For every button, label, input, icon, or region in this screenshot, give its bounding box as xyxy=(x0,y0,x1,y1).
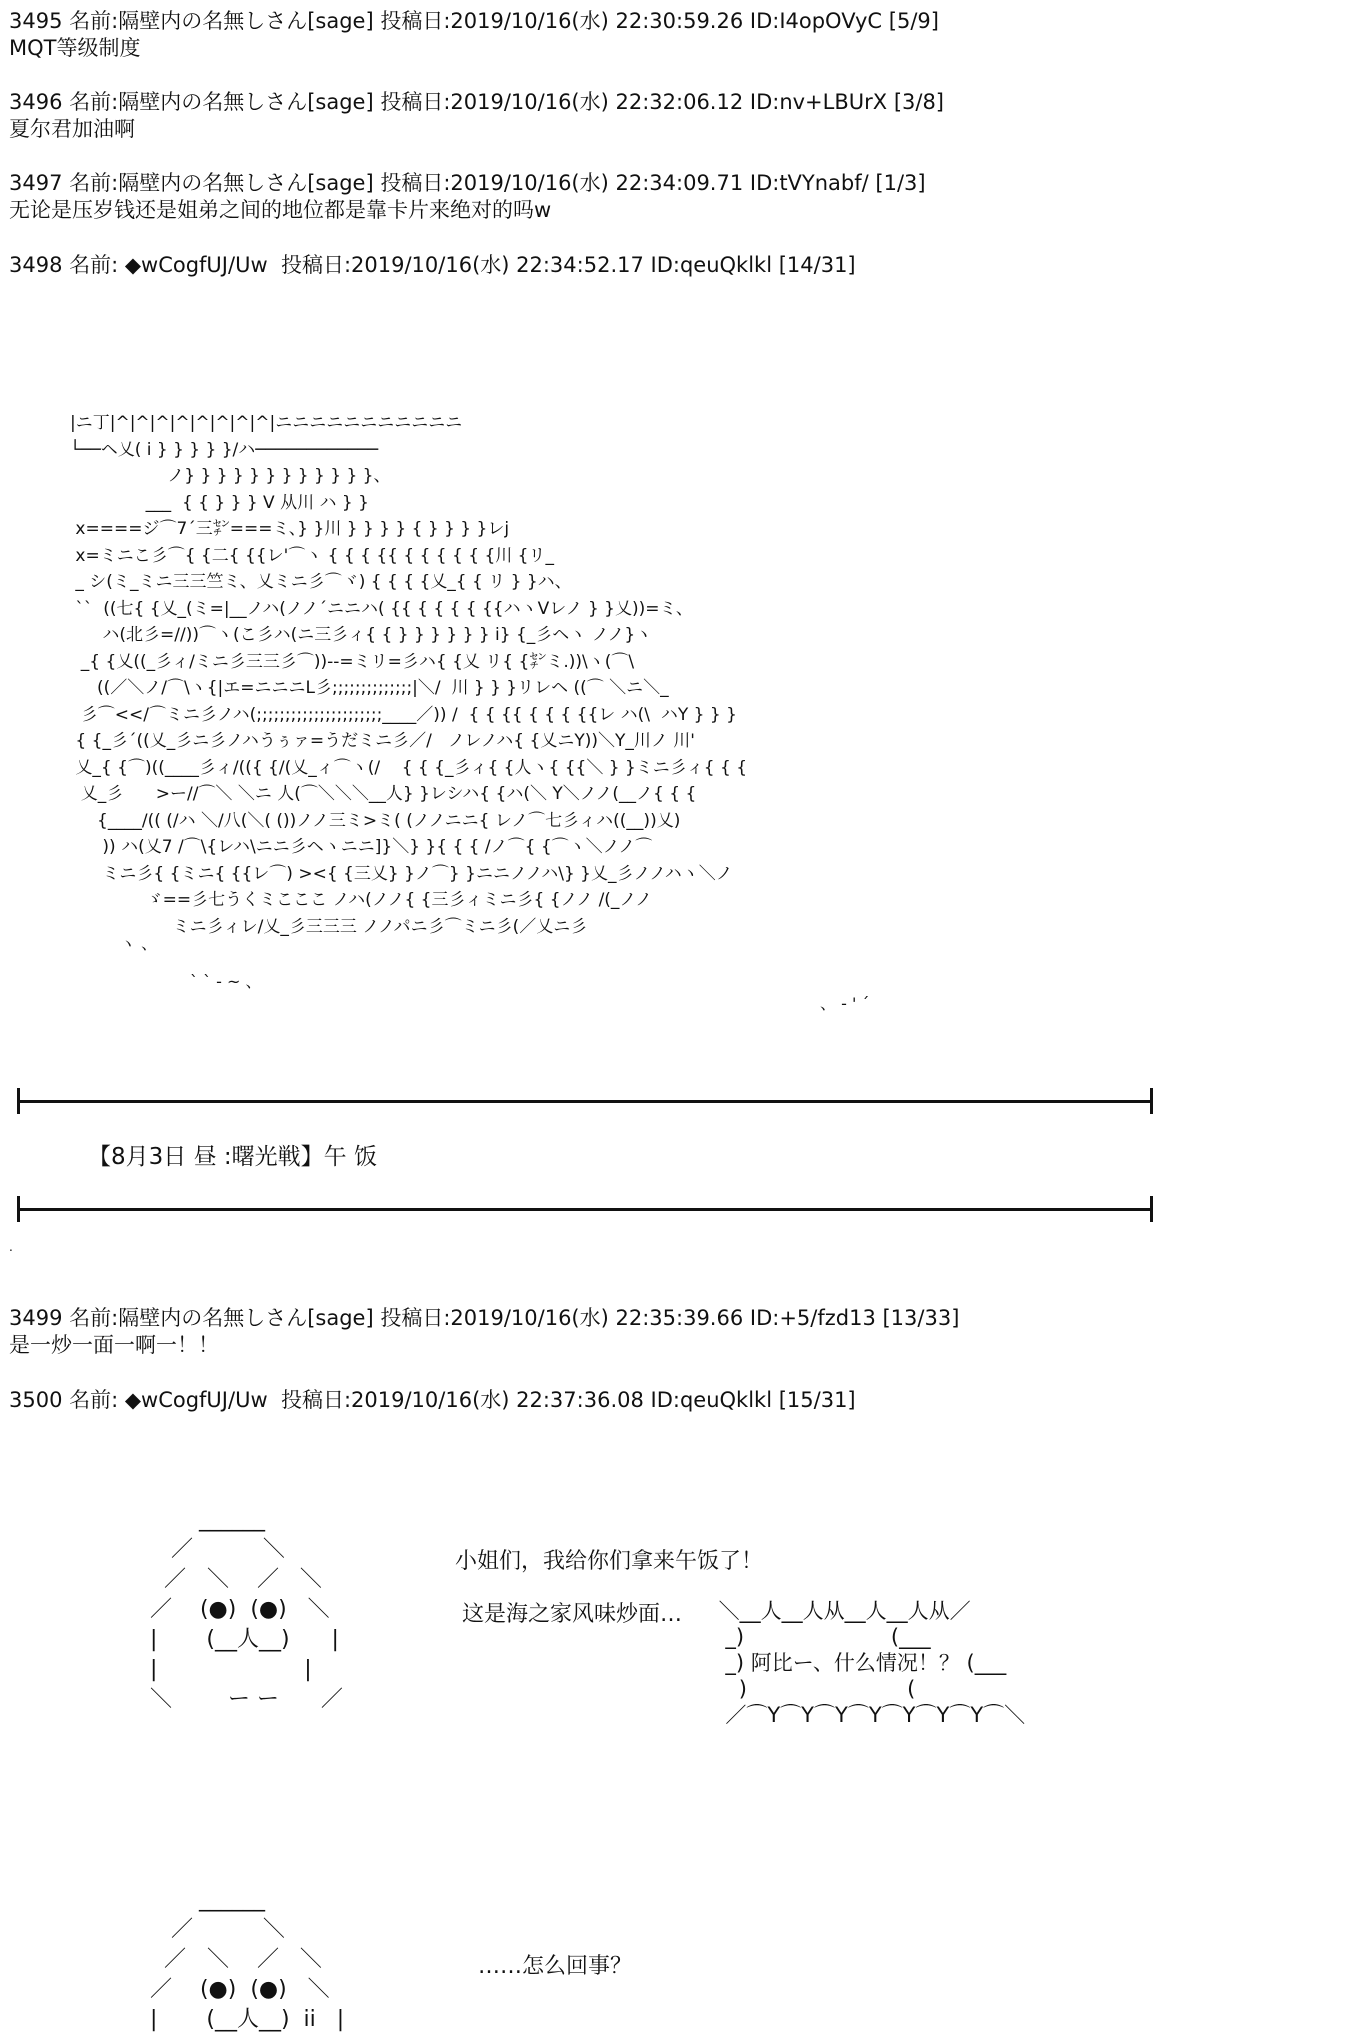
divider-tick xyxy=(17,1088,20,1114)
post-header-3497: 3497 名前:隔壁内の名無しさん[sage] 投稿日:2019/10/16(水) 22:34:09.71 ID:tVYnabf/ [1/3] xyxy=(9,171,926,195)
divider-tick xyxy=(1150,1196,1153,1222)
divider-top xyxy=(18,1100,1152,1103)
post-body-3496: 夏尔君加油啊 xyxy=(9,117,135,141)
shout-bubble: ＼__人__人从__人__人从／ _) (___ _) 阿比ー、什么情况！？ (___ ) ( ／⌒Y⌒Y⌒Y⌒Y⌒Y⌒Y⌒Y⌒＼ xyxy=(718,1599,1026,1727)
post-header-3496: 3496 名前:隔壁内の名無しさん[sage] 投稿日:2019/10/16(水) 22:32:06.12 ID:nv+LBUrX [3/8] xyxy=(9,90,945,114)
speech-line: ……怎么回事？ xyxy=(478,1954,633,1979)
divider-tick xyxy=(17,1196,20,1222)
post-header-3499: 3499 名前:隔壁内の名無しさん[sage] 投稿日:2019/10/16(水) 22:35:39.66 ID:+5/fzd13 [13/33] xyxy=(9,1306,960,1330)
post-header-3500: 3500 名前: ◆wCogfUJ/Uw 投稿日:2019/10/16(水) 22:37:36.08 ID:qeuQklkl [15/31] xyxy=(9,1388,856,1412)
post-header-3495: 3495 名前:隔壁内の名無しさん[sage] 投稿日:2019/10/16(水) 22:30:59.26 ID:I4opOVyC [5/9] xyxy=(9,9,939,33)
castle-ascii-art: |ニ丁|^|^|^|^|^|^|^|^|ニニニニニニニニニニニ └──ヘ乂( i } } } } }/ハ──────────── ノ} } } } } } } } } } } }、 ___ { { } } } V 从川 ハ } } x====ジ⌒7´三㌢===ミ、} }川 } } } } { } } } }レj x=ミニこ彡⌒{ {二{ {{レ'⌒ヽ { { { {{ { { { { { {川 {リ_ _ シ(ミ_ミニ三三竺ミ、乂ミニ彡⌒ヾ) { { { {乂_{ { リ } }ハ、 `` ((七{ {乂_(ミ=|__ノハ(ノノ´ニニハ( {{ { { { { {{ハヽVレノ } }乂))=ミ、 ハ(北彡=//))⌒ヽ(こ彡ハ(ニ三彡ィ{ { } } } } } } i} {_彡ヘヽ ノノ}ヽ _{ {乂((_彡ィ/ミニ彡三三彡⌒))--=ミリ=彡ハ{ {乂 リ{ {㌢ミ.))\ヽ(⌒\ ((／＼ノ/⌒\ヽ{|エ=ニニニL彡;;;;;;;;;;;;;;|＼/ 川 } } }リレヘ ((⌒ ＼ニ＼_ 彡⌒<</⌒ミニ彡ノハ(;;;;;;;;;;;;;;;;;;;;;;____／)) / { { {{ { { { {{レ ハ(\ ハY } } } { {_彡´((乂_彡ニ彡ノハうぅァ=うだミニ彡／/ ノレノハ{ {乂ニY))＼Y_川ノ 川' 乂_{ {⌒)((____彡ィ/(({ {/(乂_ィ⌒ヽ(/ { { {_彡ィ{ {人ヽ{ {{＼ } }ミニ彡ィ{ { { 乂_彡 >ー//⌒＼ ＼ニ 人(⌒＼＼＼__人} }レシハ{ {ハ(＼ Y＼ノノ(__ノ{ { { {____/(( (/ハ ＼/八(＼( ())ノノ三ミ>ミ( (ノノニニ{ レノ⌒七彡ィハ((__))乂) )) ハ(乂7 /⌒\{レハ\ニニ彡ヘヽニニ]}＼} }{ { { /ノ⌒{ {⌒ヽ＼ノノ⌒ ミニ彡{ {ミニ{ {{レ⌒) ><{ {三乂} }ノ⌒} }ニニノノハ\} }乂_彡ノノハヽ＼ノ ゞ==彡七うくミこここ ノハ(ノノ{ {三彡ィミニ彡{ {ノノ /(_ノノ ミニ彡ィレ/乂_彡三三三 ノノパニ彡⌒ミニ彡(／乂ニ彡 xyxy=(70,413,748,937)
face-ascii-art: ______ ／ ＼ ／ ＼ ／ ＼ ／ (●) (●) ＼ | (__人__) | | | ＼ ー ー ／ xyxy=(150,1507,343,1712)
speech-line: 这是海之家风味炒面… xyxy=(462,1602,683,1627)
art-decoration: 、 - ' ´ xyxy=(820,994,870,1013)
art-decoration: ` ` - ~ 、 xyxy=(190,972,262,991)
divider-tick xyxy=(1150,1088,1153,1114)
post-header-3498: 3498 名前: ◆wCogfUJ/Uw 投稿日:2019/10/16(水) 22:34:52.17 ID:qeuQklkl [14/31] xyxy=(9,253,856,277)
post-body-3499: 是一炒一面一啊一！！ xyxy=(9,1333,219,1357)
post-body-3497: 无论是压岁钱还是姐弟之间的地位都是靠卡片来绝对的吗w xyxy=(9,198,552,222)
post-body-3495: MQT等级制度 xyxy=(9,36,141,60)
face-ascii-art-2: ______ ／ ＼ ／ ＼ ／ ＼ ／ (●) (●) ＼ | (__人__) ii | xyxy=(150,1887,345,2032)
stray-dot: . xyxy=(9,1240,13,1254)
speech-line: 小姐们，我给你们拿来午饭了！ xyxy=(455,1549,764,1574)
divider-bottom xyxy=(18,1208,1152,1211)
art-decoration: ヽ 、 xyxy=(120,934,158,953)
scene-header: 【8月3日 昼 :曙光戦】午 饭 xyxy=(88,1144,377,1170)
